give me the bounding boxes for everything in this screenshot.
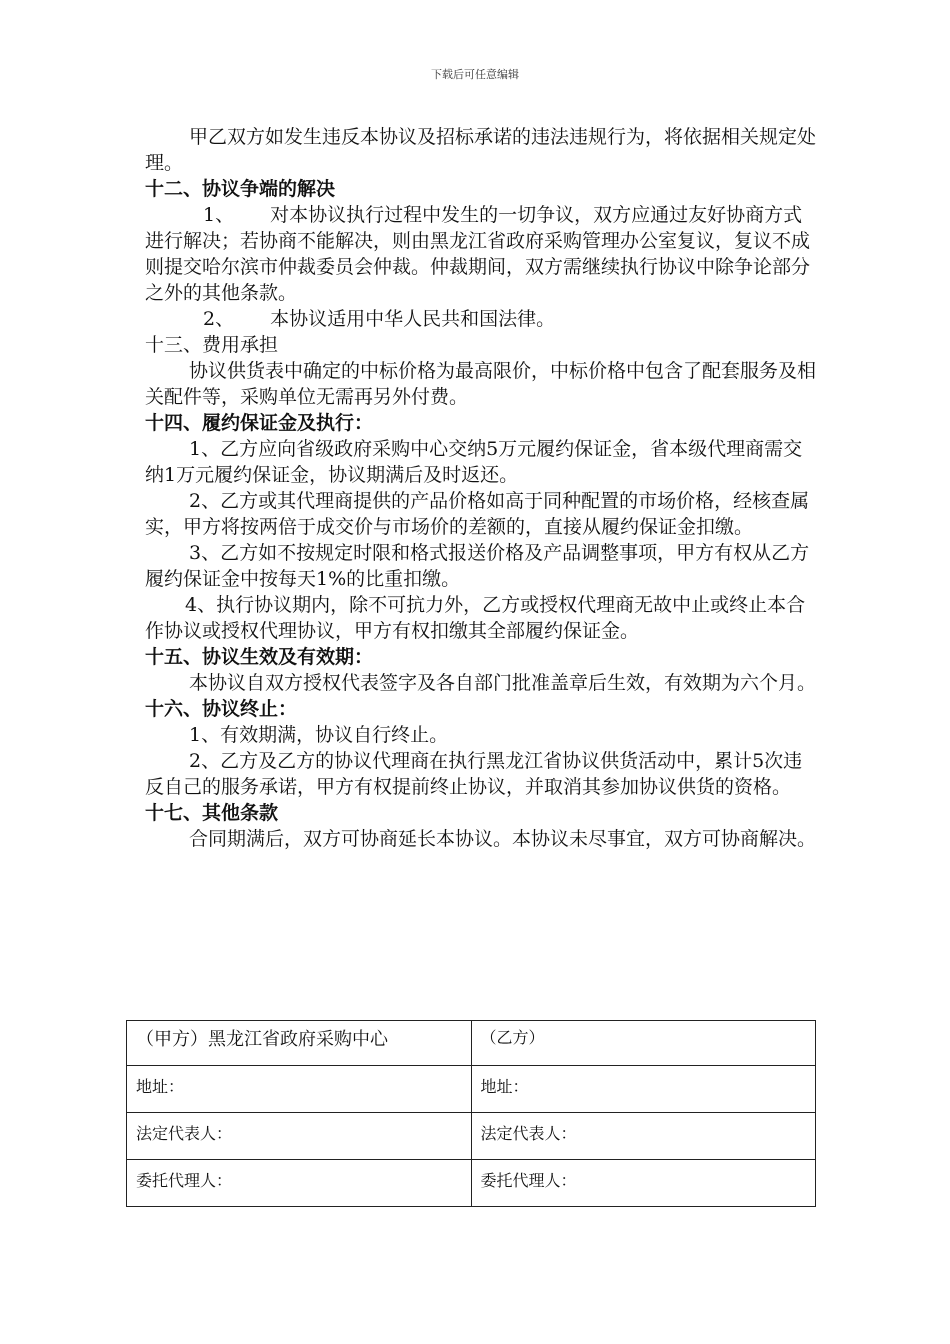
table-row: [127, 1113, 816, 1160]
clause-14-2: 2、乙方或其代理商提供的产品价格如高于同种配置的市场价格，经核查属实，甲方将按两倍于成交价与市场价的差额的，直接从履约保证金扣缴。: [145, 490, 810, 538]
table-row: [127, 1021, 816, 1066]
clause-14-1: 1、乙方应向省级政府采购中心交纳5万元履约保证金，省本级代理商需交纳1万元履约保证金，协议期满后及时返还。: [145, 438, 803, 486]
agent-b-cell: 委托代理人：: [471, 1160, 816, 1207]
section-heading-12: 十二、协议争端的解决: [145, 178, 336, 200]
clause-number: 1、: [203, 204, 235, 226]
clause-12-1: [145, 202, 817, 306]
clause-16-1: 1、有效期满，协议自行终止。: [189, 724, 449, 746]
party-b-cell: （乙方）: [471, 1021, 816, 1066]
address-b-cell: 地址：: [471, 1066, 816, 1113]
paragraph: 甲乙双方如发生违反本协议及招标承诺的违法违规行为，将依据相关规定处理。: [145, 126, 817, 174]
section-heading-14: 十四、履约保证金及执行：: [145, 412, 374, 434]
clause-16-2: 2、乙方及乙方的协议代理商在执行黑龙江省协议供货活动中，累计5次违反自己的服务承诺，甲方有权提前终止协议，并取消其参加协议供货的资格。: [145, 750, 803, 798]
section-heading-17: 十七、其他条款: [145, 802, 279, 824]
section-heading-16: 十六、协议终止：: [145, 698, 298, 720]
clause-text: 对本协议执行过程中发生的一切争议，双方应通过友好协商方式进行解决；若协商不能解决，则由黑龙江省政府采购管理办公室复议，复议不成则提交哈尔滨市仲裁委员会仲裁。仲裁期间，双方需继续执行协议中除争论部分之外的其他条款。: [145, 204, 811, 304]
paragraph: 协议供货表中确定的中标价格为最高限价，中标价格中包含了配套服务及相关配件等，采购单位无需再另外付费。: [145, 360, 817, 408]
legal-rep-a-cell: 法定代表人：: [127, 1113, 472, 1160]
section-heading-15: 十五、协议生效及有效期：: [145, 646, 374, 668]
legal-rep-b-cell: 法定代表人：: [471, 1113, 816, 1160]
table-row: [127, 1066, 816, 1113]
signature-table: [126, 1020, 816, 1207]
clause-14-4: 4、执行协议期内，除不可抗力外，乙方或授权代理商无故中止或终止本合作协议或授权代理协议，甲方有权扣缴其全部履约保证金。: [145, 594, 806, 642]
section-heading-13: 十三、费用承担: [145, 334, 279, 356]
clause-12-2: [145, 306, 817, 332]
header-note: 下载后可任意编辑: [431, 68, 519, 81]
table-row: [127, 1160, 816, 1207]
agent-a-cell: 委托代理人：: [127, 1160, 472, 1207]
clause-number: 2、: [203, 308, 235, 330]
clause-14-3: 3、乙方如不按规定时限和格式报送价格及产品调整事项，甲方有权从乙方履约保证金中按每天1%的比重扣缴。: [145, 542, 810, 590]
clause-text: 本协议适用中华人民共和国法律。: [270, 308, 556, 330]
paragraph: 合同期满后，双方可协商延长本协议。本协议未尽事宜，双方可协商解决。: [189, 828, 817, 850]
address-a-cell: 地址：: [127, 1066, 472, 1113]
document-body: [145, 124, 817, 852]
party-a-cell: （甲方）黑龙江省政府采购中心: [127, 1021, 472, 1066]
paragraph: 本协议自双方授权代表签字及各自部门批准盖章后生效，有效期为六个月。: [189, 672, 817, 694]
